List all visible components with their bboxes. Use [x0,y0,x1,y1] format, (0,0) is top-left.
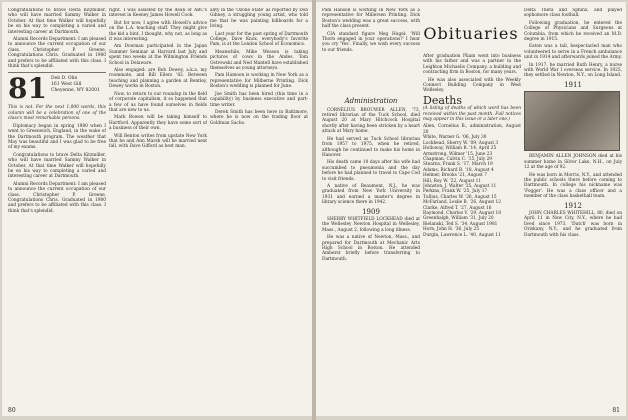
paragraph: Diplomacy began in spring 1980 when I went to Greenwich, England, in the wake of the Dartmouth program. The weather that May was beautiful and I was glad to be free of my exams. [8,123,106,151]
page-number: 81 [612,407,620,414]
list-item: White, Warner G. '06, July 30 [423,135,487,141]
paragraph: Pam Hamoon is working in New York as a representative for Milberne Printing. Dick Boston's wedding is planned for June. [210,73,308,90]
list-item: Johnston, J. Walter '25, August 11 [423,183,497,189]
list-item: McFarland, Leslie B. '26, August 12 [423,200,501,206]
paragraph: He had served as Tuck School librarian from 1957 to 1975, when he retired, although he continued to make his home in Hanover. [322,136,420,158]
paragraph: This is not. For the next 1,000 words, this column will be a celebration of one of the class's most remarkable persons. [8,105,106,122]
left-column-3 [210,8,308,404]
paragraph: Meanwhile, Mike Wesson is taking pictures of cows in the Andes. Tom Ostrowski and Ned Mantell have established themselves as young attorneys. [210,49,308,72]
deaths-note: (A listing of deaths of which word has been received within the past month. Full notices may appear in this issue or a later one.) [423,106,521,123]
paragraph: After graduation Pliam went into business with his father and was a partner in the Leighton Michaelis Company, a building and contracting firm in Boston, for many years. [423,54,521,76]
left-page [2,2,312,416]
year-heading-1911: 1911 [564,80,582,89]
paragraph: Also engaged: are Bob Dewey, a.k.a. my roommate, and Bill Eilers '82. Between teaching and planning a garden at Bentley, Dewey works in Boston. [109,68,207,90]
list-item: Greenhalgh, William '31, July 20 [423,216,494,222]
paragraph: Pam Hanson is working in New York as a representative for Millersen Printing. Dick Boston's wedding was a great success, with half the class present. [322,8,420,30]
list-item: Clarke, Alfred T. '27, August 16 [423,205,492,211]
paragraph: Congratulations to brave Delta Kitzmiller, who will have married Sammy Walker in October. At that time Walker will hopefully be on his way to completing a varied and interesting career at Dartmouth. [8,152,106,180]
list-item: Tullius, Charles W. '26, August 15 [423,194,497,200]
deaths-heading: Deaths [423,93,463,107]
paragraph: Am Dowman participated in the Japan Summer Seminar at Harvard last July and spent two weeks at the Wilmington Friends School in Delaware. [109,44,207,66]
paragraph: He was a native of Newton, Mass., and prepared for Dartmouth at Mechanic Arts High School in Boston. He attended Amherst briefly before transferring to Dartmouth. [322,235,420,262]
class-header [8,72,106,106]
paragraph: SHERRY WHITFIELD LOCKHEAD died at the Wellesley Newton Hospital in Wellesley, Mass., August 2, following a long illness. [322,216,420,233]
paragraph: Joe Smith has been hired (this time in a capability) by business executive and part-time writer. [210,91,308,108]
right-column-2 [423,8,521,404]
portrait-photo [524,91,620,151]
list-item: Bielanski, Ted S. '34, August 1981 [423,221,498,227]
list-item: Perkins, Frank W. '25, July 17 [423,189,488,195]
class-address [51,76,100,93]
list-item: Allen, Cornelius B., administration, August 20 [423,124,521,135]
list-item: Adams, Richard R. '18, August 4 [423,167,494,173]
paragraph: Now, to return to our roundup in the field of corporate capitalism, it so happened that a few of us have found ourselves in fields that are new to us. [109,91,207,113]
paragraph: Derek Smith has been here in Baltimore, where he is now on the trading floor at Goldman Sachs. [210,109,308,126]
paragraph: A native of Beaumont, N.J., he was graduated from New York University in 1931 and earned a master's degree in library science there in 1942. [322,183,420,206]
list-item: Raymond, Charles V. '29, August 18 [423,210,502,216]
list-item: Holloway, William R. '14, April 25 [423,146,497,152]
paragraph: Congratulations to brave Delta Kitzmiller, who will have married Sammy Walker in October. At that time Walker will hopefully be on his way to completing a varied and interesting career at Dartmouth. [8,8,106,35]
page-number: 80 [8,407,16,414]
paragraph: In 1917, he married Ruth Henry, a nurse with World War I overseas service. In 1925, they settled in Newton, N.Y., on Long Island. [524,62,622,79]
right-column-1 [322,8,420,404]
list-item: Helmer, Brooks '21, August 7 [423,173,487,179]
paragraph: But for now, I agree with Howell's advice on the L.A. teaching staff. They might give the kid a hint. I thought, why not, as long as it was interesting. [109,20,207,43]
paragraph: He was also associated with the Weekly Connect Building Company in West Wellesley. [423,77,521,94]
paragraph: He was born in Morris, N.Y., and attended the public schools there before coming to Dartmouth. In college his nickname was 'Fogger'. He was a class officer and a member of the class basketball team. [524,172,622,200]
right-column-3 [524,8,622,404]
class-number: 81 [8,72,47,106]
paragraph: Mark Bowen will be taking himself to Hartford. Apparently they have some sort of a business of their own. [109,115,207,132]
list-item: Chapman, Calvin C. '15, July 29 [423,156,493,162]
deaths-list [423,124,521,238]
list-item: Lockhead, Sherry W. '09, August 3 [423,140,499,146]
list-item: Armstrong, Wilmer '15, June 23 [423,151,493,157]
paragraph: Alumni Records Department: I am pleased to announce the current occupation of our class. Christopher P. Greene, Congratulations Chris. Graduated in 1980 and prefers to be affiliated with this class. I think that's splendid. [8,37,106,70]
address-line: Cheyenne, WY 82001 [50,87,100,93]
heading-spacer [322,55,420,95]
paragraph: Alumni Records Department: I am pleased to announce the current occupation of our class. Christopher P. Greene, Congratulations Chris. Graduated in 1980 and prefers to be affiliated with this class. I think that's splendid. [8,181,106,214]
address-line: 161 West Gill [50,82,82,88]
paragraph: ality in the 'Ozone State' as reported by Don Gibney, a struggling young artist, who told me that he was painting billboards for a living. [210,8,308,30]
list-item: Stearns, Frank S. '17, March 19 [423,162,493,168]
paragraph: JOHN CHARLES WHITEHILL, 80, died on April 11 in New City, N.Y., where he had lived since 1973. 'Dutch' was born in Oriskany, N.Y., and he graduated from Dartmouth with his class. [524,210,622,238]
paragraph: Last year for the past spring of Dartmouth College, Dave Knox, everybody's favorite Pam, is at the London School of Economics. [210,31,308,48]
paragraph: CIA standard figure Meg Hugel: 'Will Thorn engaged in your operations?' I hear you cry 'Yes'. Finally, we wish every success to our friends. [322,31,420,53]
year-heading-1909: 1909 [362,207,380,216]
paragraph: Will Benton writes from upstate New York that he and Ann Marsh will be married next fall, with Dave Gifford as best man. [109,133,207,150]
paragraph: Eaton was a tall, bespectacled man who volunteered to serve in a French ambulance unit in 1914 and afterwards joined the Army. [524,44,622,61]
paragraph: right. I was assisted by the dean of ABC's interest in Keeney James Howell Cook. [109,8,207,19]
obituaries-heading: Obituaries [423,24,519,43]
address-line: Deb D. Olin [50,76,78,82]
left-column-1 [8,8,106,404]
paragraph: His death came 10 days after his wife had succumbed to pneumonia and the day before he had planned to travel to Cape Cod to visit friends. [322,160,420,182]
paragraph: CORNELIUS BROUWER ALLEN, '73, retired librarian of the Tuck School, died August 20 at Mary Hitchcock Hospital shortly after having been stricken by a heart attack at Mary home. [322,107,420,135]
paragraph: BENJAMIN ALLEN JOHNSON died at his summer home in Silver Lake, N.H., on July 12 at the age of 92. [524,154,622,171]
left-column-2 [109,8,207,404]
paragraph: Delta Theta and Sphinx, and played sophomore class football. [524,8,622,19]
list-item: Horn, John H. '36, July 25 [423,227,480,233]
list-item: Durgin, Lawrence L. '40, August 11 [423,232,501,238]
section-heading-administration: Administration [344,97,398,106]
paragraph: Following graduation, he entered the College of Physicians and Surgeons at Columbia, from which he received an M.D. degree in 1915. [524,20,622,43]
right-page [316,2,626,416]
year-heading-1912: 1912 [564,201,582,210]
list-item: Hill, Roy W. '22, August 11 [423,178,482,184]
